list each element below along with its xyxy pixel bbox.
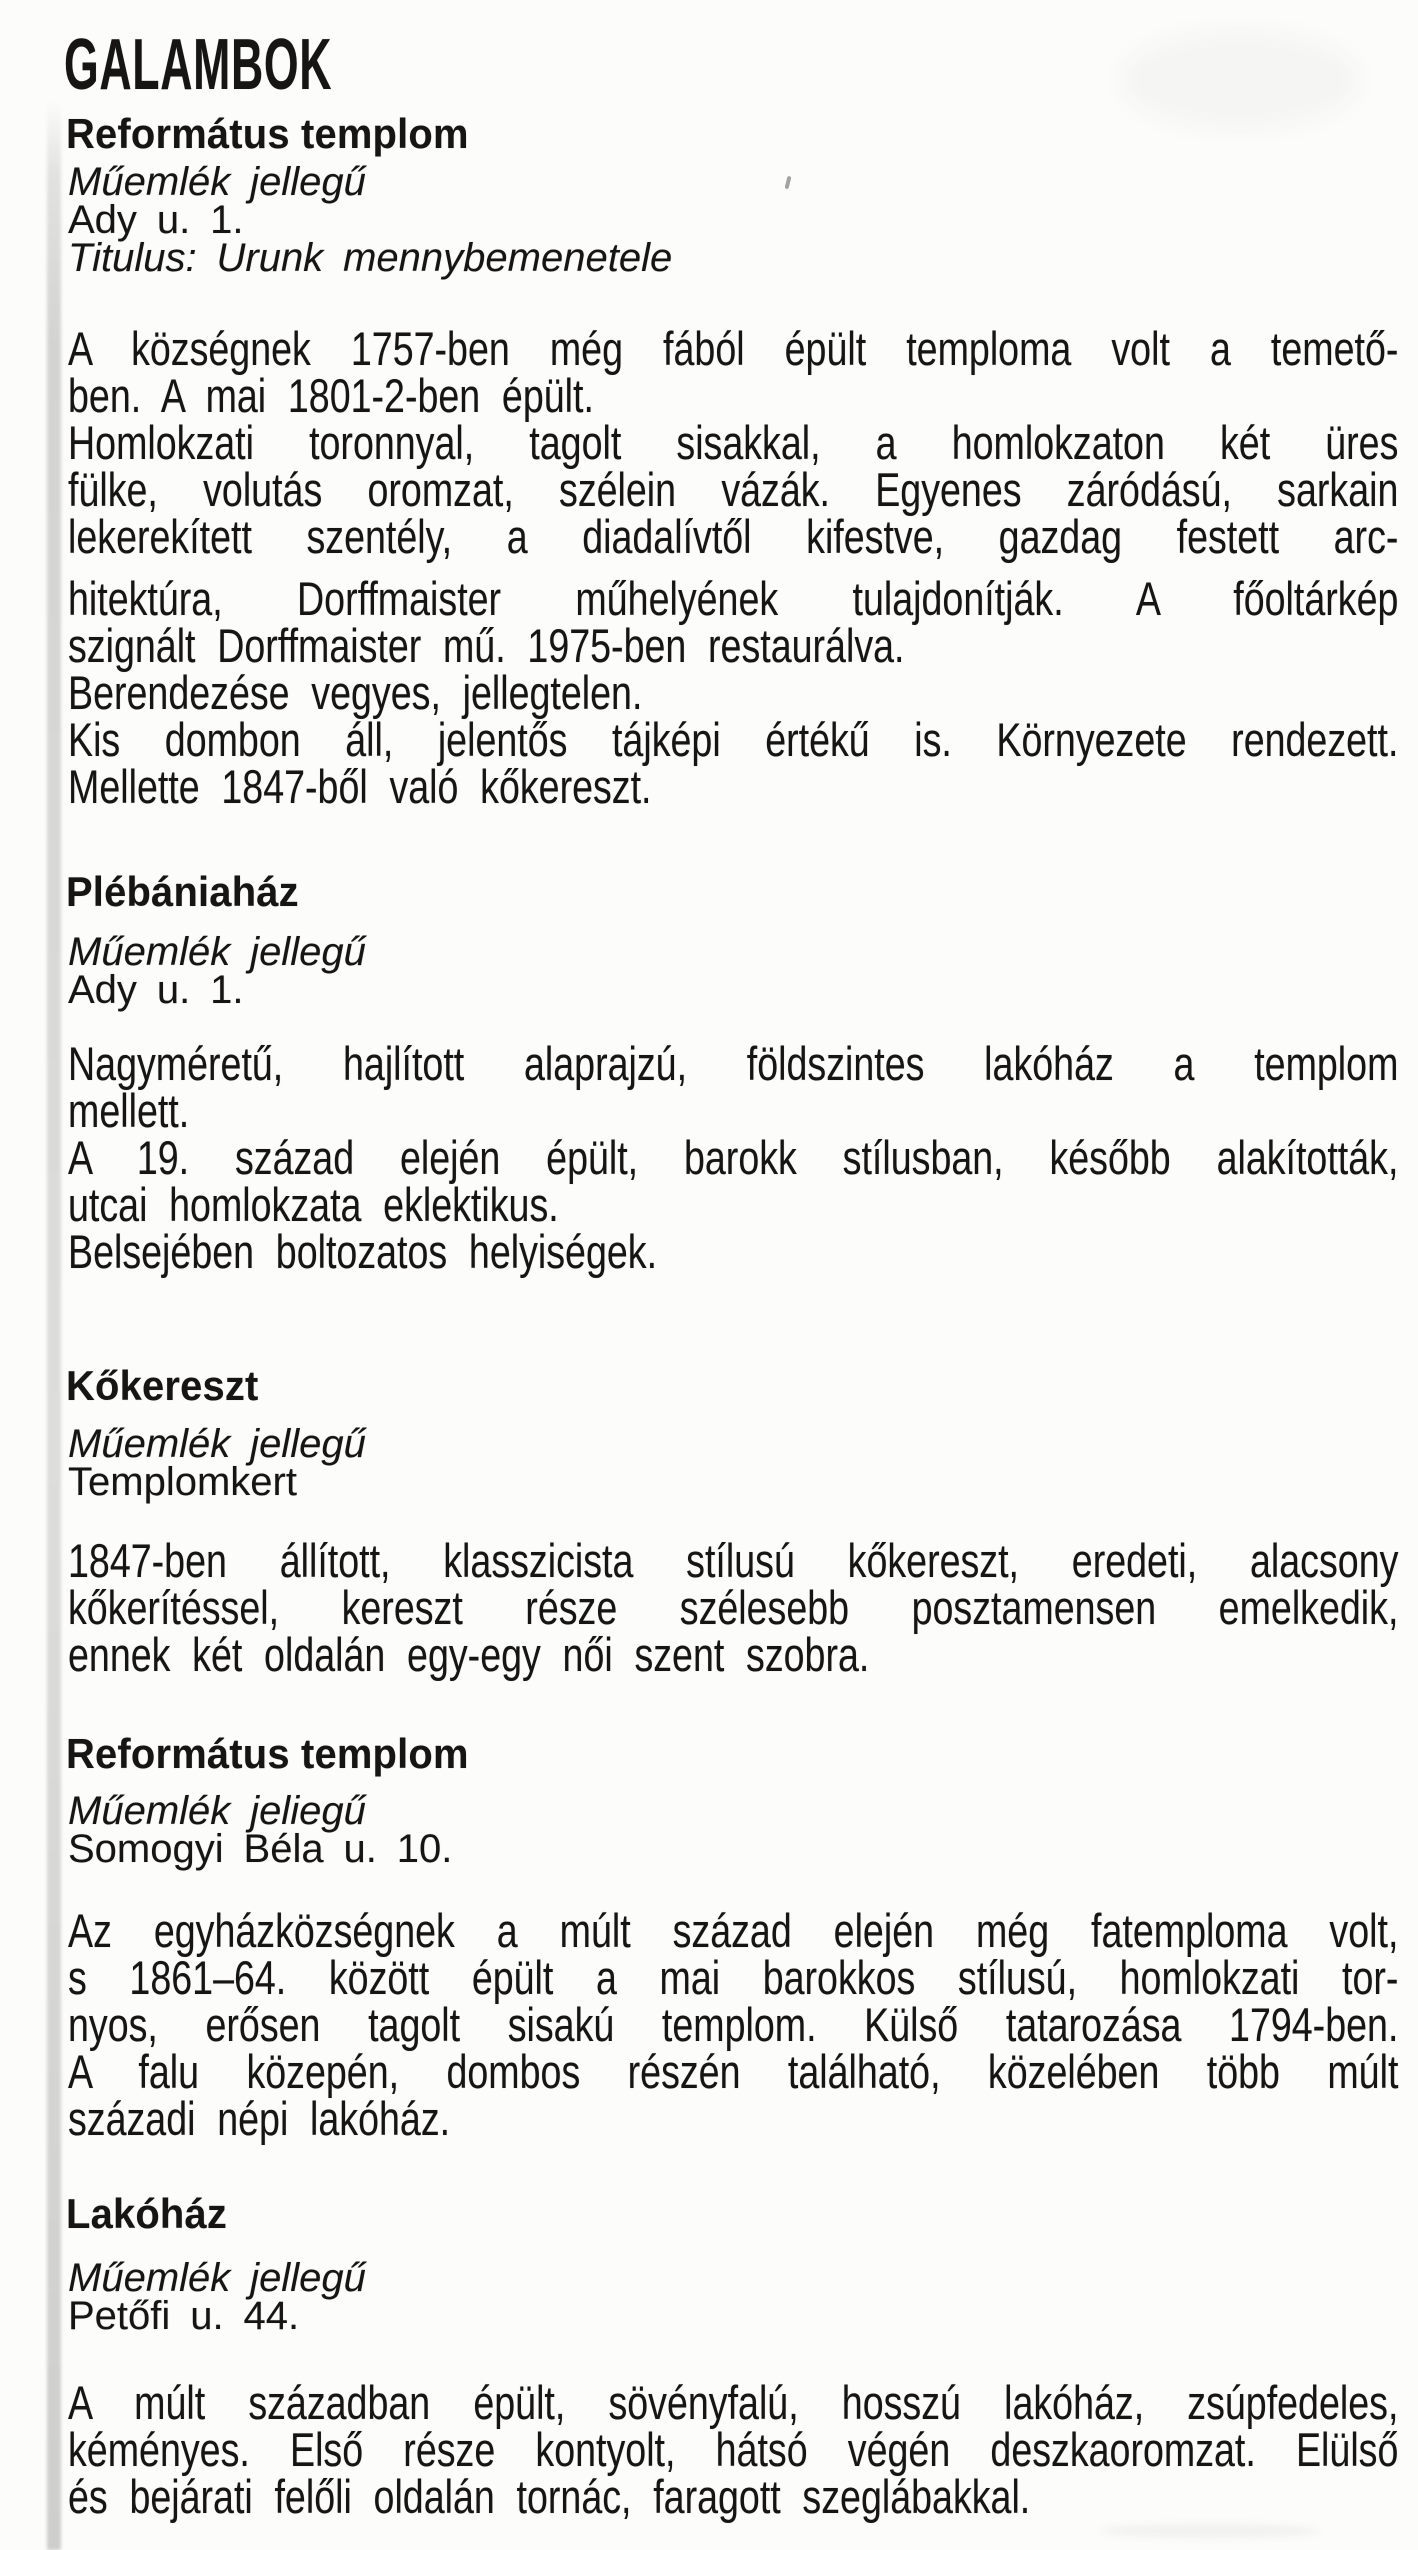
- text-line: ben. A mai 1801-2-ben épült.: [68, 369, 594, 422]
- page-title: [64, 25, 497, 105]
- text-line: A 19. század elején épült, barokk stílusban, később alakították,: [68, 1131, 1399, 1184]
- description-paragraph: [68, 2376, 1399, 2523]
- description-paragraph: [68, 1904, 1399, 2145]
- monument-meta: [68, 2256, 366, 2338]
- meta-line: Műemlék jeliegű: [68, 1789, 366, 1833]
- section-heading: Kőkereszt: [66, 1362, 259, 1409]
- text-line: szignált Dorffmaister mű. 1975-ben restaurálva.: [68, 619, 905, 672]
- monument-meta: [68, 160, 673, 280]
- text-line: Mellette 1847-ből való kőkereszt.: [68, 760, 652, 813]
- text-line: Belsejében boltozatos helyiségek.: [68, 1225, 658, 1278]
- meta-line: Petőfi u. 44.: [68, 2294, 300, 2338]
- monument-meta: [68, 930, 366, 1012]
- text-line: kéményes. Első része kontyolt, hátsó végén deszkaoromzat. Elülső: [68, 2423, 1399, 2476]
- text-line: Berendezése vegyes, jellegtelen.: [68, 666, 643, 719]
- ink-speck: [784, 176, 791, 190]
- meta-line: Titulus: Urunk mennybemenetele: [68, 236, 673, 280]
- meta-line: Műemlék jellegű: [68, 930, 366, 974]
- monument-meta: [68, 1422, 366, 1504]
- meta-line: Műemlék jellegű: [68, 1422, 366, 1466]
- section-heading: Lakóház: [66, 2190, 228, 2237]
- text-line: századi népi lakóház.: [68, 2092, 451, 2145]
- page-title-text: GALAMBOK: [64, 25, 333, 105]
- text-line: Homlokzati toronnyal, tagolt sisakkal, a homlokzaton két üres: [68, 416, 1399, 469]
- description-paragraph: [68, 1037, 1399, 1278]
- meta-line: Ady u. 1.: [68, 968, 244, 1012]
- meta-line: Somogyi Béla u. 10.: [68, 1827, 453, 1871]
- text-line: kőkerítéssel, kereszt része szélesebb posztamensen emelkedik,: [68, 1581, 1399, 1634]
- text-line: Kis dombon áll, jelentős tájképi értékű is. Környezete rendezett.: [68, 713, 1399, 766]
- text-line: fülke, volutás oromzat, szélein vázák. Egyenes záródású, sarkain: [68, 463, 1399, 516]
- paper-smudge: [1100, 2524, 1320, 2538]
- text-line: ennek két oldalán egy-egy női szent szobra.: [68, 1628, 870, 1681]
- text-line: hitektúra, Dorffmaister műhelyének tulajdonítják. A főoltárkép: [68, 572, 1399, 625]
- text-line: nyos, erősen tagolt sisakú templom. Külső tatarozása 1794-ben.: [68, 1998, 1399, 2051]
- section-heading: Református templom: [66, 110, 469, 157]
- text-line: A községnek 1757-ben még fából épült temploma volt a temető-: [68, 322, 1399, 375]
- text-line: A falu közepén, dombos részén található, közelében több múlt: [68, 2045, 1399, 2098]
- section-heading: Református templom: [66, 1730, 469, 1777]
- text-line: A múlt században épült, sövényfalú, hosszú lakóház, zsúpfedeles,: [68, 2376, 1399, 2429]
- meta-line: Műemlék jellegű: [68, 2256, 366, 2300]
- text-line: és bejárati felőli oldalán tornác, faragott szeglábakkal.: [68, 2470, 1031, 2523]
- monument-meta: [68, 1789, 453, 1871]
- text-line: Nagyméretű, hajlított alaprajzú, földszintes lakóház a templom: [68, 1037, 1399, 1090]
- text-line: s 1861–64. között épült a mai barokkos stílusú, homlokzati tor-: [68, 1951, 1399, 2004]
- meta-line: Műemlék jellegű: [68, 160, 366, 204]
- description-paragraph: [68, 322, 1399, 813]
- scan-gutter-artifact: [47, 100, 61, 2550]
- paper-smudge: [1120, 30, 1360, 130]
- description-paragraph: [68, 1534, 1399, 1681]
- meta-line: Ady u. 1.: [68, 198, 244, 242]
- text-line: 1847-ben állított, klasszicista stílusú kőkereszt, eredeti, alacsony: [68, 1534, 1399, 1587]
- text-line: mellett.: [68, 1084, 190, 1137]
- section-heading: Plébániaház: [66, 868, 299, 915]
- text-line: Az egyházközségnek a múlt század elején még fatemploma volt,: [68, 1904, 1399, 1957]
- meta-line: Templomkert: [68, 1460, 297, 1504]
- text-line: utcai homlokzata eklektikus.: [68, 1178, 559, 1231]
- text-line: lekerekített szentély, a diadalívtől kifestve, gazdag festett arc-: [68, 510, 1399, 563]
